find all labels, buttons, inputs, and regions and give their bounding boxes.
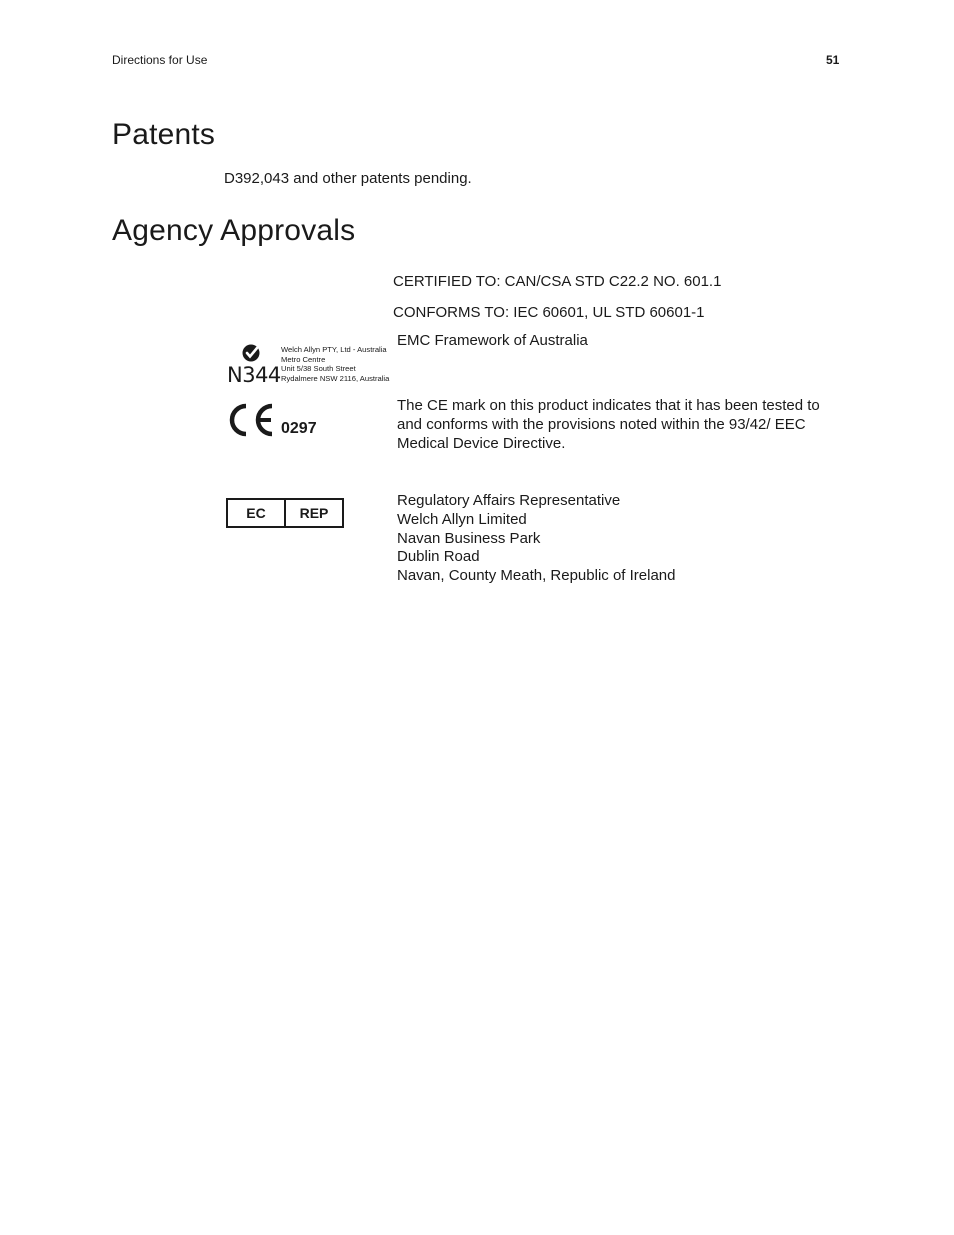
emc-description: EMC Framework of Australia [397,332,588,349]
ec-rep-line: Regulatory Affairs Representative [397,492,621,509]
ec-rep-line: Welch Allyn Limited [397,510,527,528]
certified-line: CERTIFIED TO: CAN/CSA STD C22.2 NO. 601.1 [393,273,722,290]
rep-label: REP [299,505,329,521]
ec-rep-line: Navan, County Meath, Republic of Ireland [397,567,676,585]
ec-rep-symbol [226,498,344,528]
ec-rep-line: Navan Business Park [397,529,541,547]
c-tick-address: Welch Allyn PTY, Ltd - Australia Metro Centre Unit 5/38 South Street Rydalmere NSW 2116, Australia [281,345,390,383]
ce-notified-body-number: 0297 [281,420,317,437]
agency-approvals-heading: Agency Approvals [112,214,356,247]
ce-description: The CE mark on this product indicates that it has been tested to and conforms with the provisions noted within the 93/42/ EEC Medical Device Directive. [397,397,820,452]
c-tick-code: N344 [227,363,281,387]
conforms-line: CONFORMS TO: IEC 60601, UL STD 60601-1 [393,304,705,321]
header-section-title: Directions for Use [112,53,208,67]
ec-label: EC [228,500,286,526]
c-tick-mark-icon [227,343,281,387]
page-number: 51 [826,53,840,67]
patents-text: D392,043 and other patents pending. [224,170,472,187]
ec-rep-line: Dublin Road [397,548,480,566]
ce-mark-icon [227,402,275,438]
ec-rep-address [397,491,676,585]
patents-heading: Patents [112,118,216,151]
